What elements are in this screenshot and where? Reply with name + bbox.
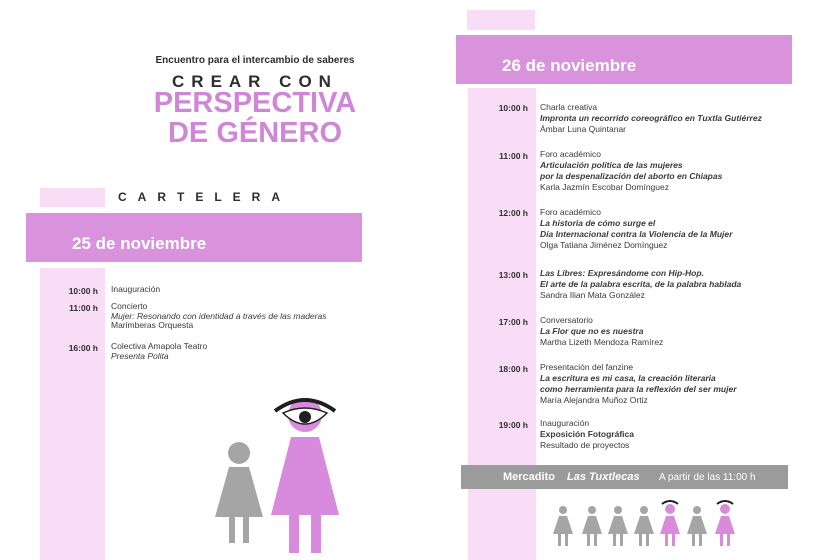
day2-event-2-line-3: por la despenalización del aborto en Chiapas <box>540 171 723 181</box>
section-cartelera: CARTELERA <box>118 190 291 204</box>
day2-title: 26 de noviembre <box>502 56 637 75</box>
day2-event-6-line-1: Presentación del fanzine <box>540 362 634 372</box>
eye-icon-small-1 <box>662 501 678 504</box>
day2-event-2-line-1: Foro académico <box>540 149 601 159</box>
day2-time-2: 11:00 h <box>499 151 528 161</box>
mercadito-label: Mercadito <box>503 471 555 483</box>
gray-woman-figure <box>215 442 263 543</box>
day2-event-4-line-3: Sandra Ilian Mata González <box>540 290 645 300</box>
eye-icon-small-2 <box>717 501 733 504</box>
day2-event-1-line-2: Impronta un recorrido coreográfico en Tuxtla Gutiérrez <box>540 113 762 123</box>
day2-header <box>456 35 792 84</box>
day2-time-5: 17:00 h <box>498 317 528 327</box>
day2-event-3-line-1: Foro académico <box>540 207 601 217</box>
day1-event-3-line-1: Colectiva Amapola Teatro <box>111 341 208 351</box>
day2-event-5-line-2: La Flor que no es nuestra <box>540 326 644 336</box>
cartelera-tab <box>40 188 105 207</box>
day1-header <box>26 213 362 262</box>
day2-event-6-line-2: La escritura es mi casa, la creación literaria <box>540 373 716 383</box>
small-gray-figure-2 <box>582 506 602 546</box>
day2-time-4: 13:00 h <box>498 270 528 280</box>
day2-event-4-line-1: Las Libres: Expresándome con Hip-Hop. <box>540 268 704 278</box>
figures-row-illustration <box>550 498 750 550</box>
day2-event-6-line-3: como herramienta para la reflexión del ser mujer <box>540 384 737 394</box>
day2-time-7: 19:00 h <box>498 420 528 430</box>
small-gray-figure-1 <box>553 506 573 546</box>
day2-event-5-line-3: Martha Lizeth Mendoza Ramírez <box>540 337 664 347</box>
day1-time-1: 10:00 h <box>68 286 98 296</box>
day2-event-2-line-2: Articulación política de las mujeres <box>540 160 683 170</box>
small-gray-figure-4 <box>634 506 654 546</box>
day1-event-2-line-3: Marimberas Orquesta <box>111 320 194 330</box>
small-pink-figure-2 <box>715 504 735 546</box>
day1-event-3-line-2: Presenta Polita <box>111 351 169 361</box>
day2-time-1: 10:00 h <box>498 103 528 113</box>
day1-time-3: 16:00 h <box>68 343 98 353</box>
day2-event-1-line-1: Charla creativa <box>540 102 598 112</box>
mercadito-time: A partir de las 11:00 h <box>659 472 756 483</box>
day2-event-3-line-4: Olga Tatiana Jiménez Domínguez <box>540 240 668 250</box>
day2-event-3-line-3: Día Internacional contra la Violencia de la Mujer <box>540 229 733 239</box>
day2-event-6-line-4: María Alejandra Muñoz Ortiz <box>540 395 648 405</box>
day2-event-7-line-2: Exposición Fotográfica <box>540 429 634 439</box>
day1-event-2-line-1: Concierto <box>111 301 148 311</box>
day2-time-3: 12:00 h <box>498 208 528 218</box>
day2-time-6: 18:00 h <box>498 364 528 374</box>
small-gray-figure-3 <box>608 506 628 546</box>
day2-event-7-line-3: Resultado de proyectos <box>540 440 630 450</box>
mercadito-name: Las Tuxtlecas <box>567 471 640 483</box>
day1-title: 25 de noviembre <box>72 234 207 253</box>
day2-event-1-line-3: Ámbar Luna Quintanar <box>540 124 626 134</box>
small-gray-figure-5 <box>687 506 707 546</box>
mercadito-banner <box>461 465 788 489</box>
day2-event-5-line-1: Conversatorio <box>540 315 593 325</box>
women-figures-illustration <box>205 395 355 560</box>
title-crear: CREAR CON <box>172 72 338 91</box>
day2-tab <box>467 10 535 30</box>
day2-event-3-line-2: La historia de cómo surge el <box>540 218 656 228</box>
small-pink-figure-1 <box>660 504 680 546</box>
day2-event-2-line-4: Karla Jazmín Escobar Domínguez <box>540 182 669 192</box>
day1-time-2: 11:00 h <box>69 303 98 313</box>
day2-event-7-line-1: Inauguración <box>540 418 590 428</box>
subtitle: Encuentro para el intercambio de saberes <box>155 55 355 66</box>
day1-event-2-line-2: Mujer: Resonando con identidad a través de las maderas <box>111 311 327 321</box>
day2-event-4-line-2: El arte de la palabra escrita, de la palabra hablada <box>540 279 742 289</box>
day1-event-1-line-1: Inauguración <box>111 284 161 294</box>
title-genero: DE GÉNERO <box>167 117 343 149</box>
title-perspectiva: PERSPECTIVA <box>153 87 357 119</box>
